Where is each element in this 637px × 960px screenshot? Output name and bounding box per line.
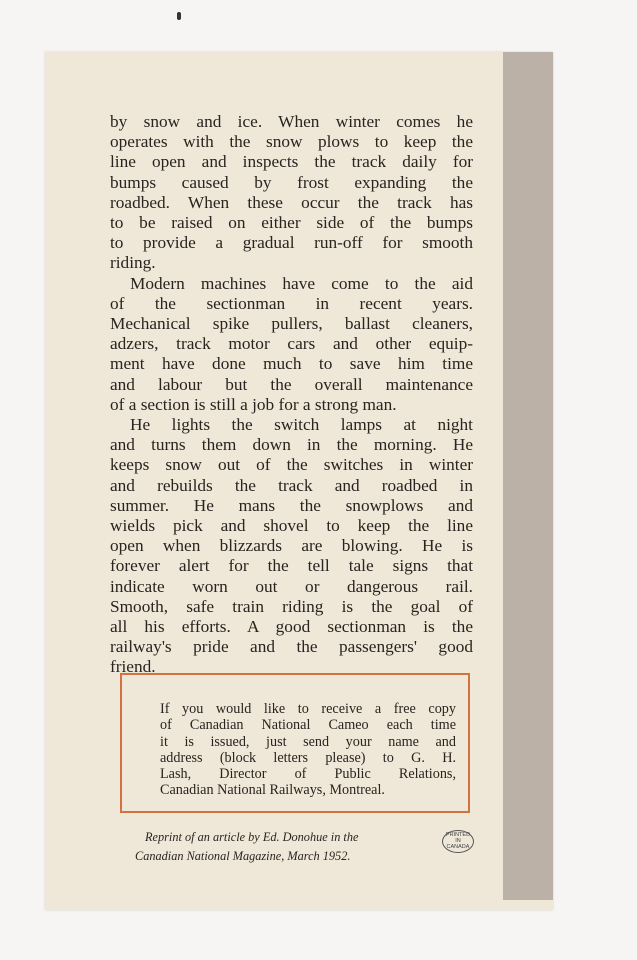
article-line: and labour but the overall maintenance — [110, 374, 473, 394]
article-line: to be raised on either side of the bumps — [110, 213, 473, 233]
credit-line-1: Reprint of an article by Ed. Donohue in the — [145, 830, 359, 844]
notice-line: of Canadian National Cameo each time — [160, 717, 456, 734]
article-line: all his efforts. A good sectionman is the — [110, 617, 473, 637]
article-line: He lights the switch lamps at night — [130, 415, 473, 435]
article-line: keeps snow out of the switches in winter — [110, 455, 473, 475]
article-line: riding. — [110, 253, 156, 273]
page-edge-strip — [503, 52, 553, 900]
article-line: Smooth, safe train riding is the goal of — [110, 596, 473, 616]
article-line: to provide a gradual run-off for smooth — [110, 233, 473, 253]
article-body — [110, 112, 473, 678]
article-line: and turns them down in the morning. He — [110, 435, 473, 455]
seal-text-1: PRINTED — [445, 832, 471, 838]
printed-in-canada-seal — [442, 830, 474, 853]
credit-line-2: Canadian National Magazine, March 1952. — [135, 849, 351, 863]
notice-box — [120, 673, 470, 813]
notice-line: address (block letters please) to G. H. — [160, 749, 456, 766]
article-line: adzers, track motor cars and other equip- — [110, 334, 473, 354]
article-line: forever alert for the tell tale signs that — [110, 556, 473, 576]
seal-text-3: CANADA — [446, 844, 470, 850]
article-line: friend. — [110, 657, 156, 677]
article-line: ment have done much to save him time — [110, 354, 473, 374]
reprint-credit — [135, 828, 358, 866]
notice-line: Lash, Director of Public Relations, — [160, 766, 456, 783]
notice-line: it is issued, just send your name and — [160, 733, 456, 750]
article-line: by snow and ice. When winter comes he — [110, 112, 473, 131]
notice-text — [160, 701, 456, 799]
article-line: indicate worn out or dangerous rail. — [110, 576, 473, 596]
article-line: open when blizzards are blowing. He is — [110, 536, 473, 556]
article-line: bumps caused by frost expanding the — [110, 172, 473, 192]
article-line: of a section is still a job for a strong man. — [110, 394, 397, 414]
article-line: and rebuilds the track and roadbed in — [110, 475, 473, 495]
article-line: summer. He mans the snowplows and — [110, 495, 473, 515]
article-line: operates with the snow plows to keep the — [110, 132, 473, 152]
article-line: Modern machines have come to the aid — [130, 273, 473, 293]
article-line: line open and inspects the track daily for — [110, 152, 473, 172]
seal-text-2: IN — [455, 838, 461, 844]
notice-line: Canadian National Railways, Montreal. — [160, 782, 385, 799]
article-line: roadbed. When these occur the track has — [110, 192, 473, 212]
article-line: of the sectionman in recent years. — [110, 293, 473, 313]
notice-line: If you would like to receive a free copy — [160, 701, 456, 717]
article-line: railway's pride and the passengers' good — [110, 637, 473, 657]
article-line: Mechanical spike pullers, ballast cleaners, — [110, 314, 473, 334]
article-line: wields pick and shovel to keep the line — [110, 516, 473, 536]
speck-mark — [177, 12, 181, 20]
